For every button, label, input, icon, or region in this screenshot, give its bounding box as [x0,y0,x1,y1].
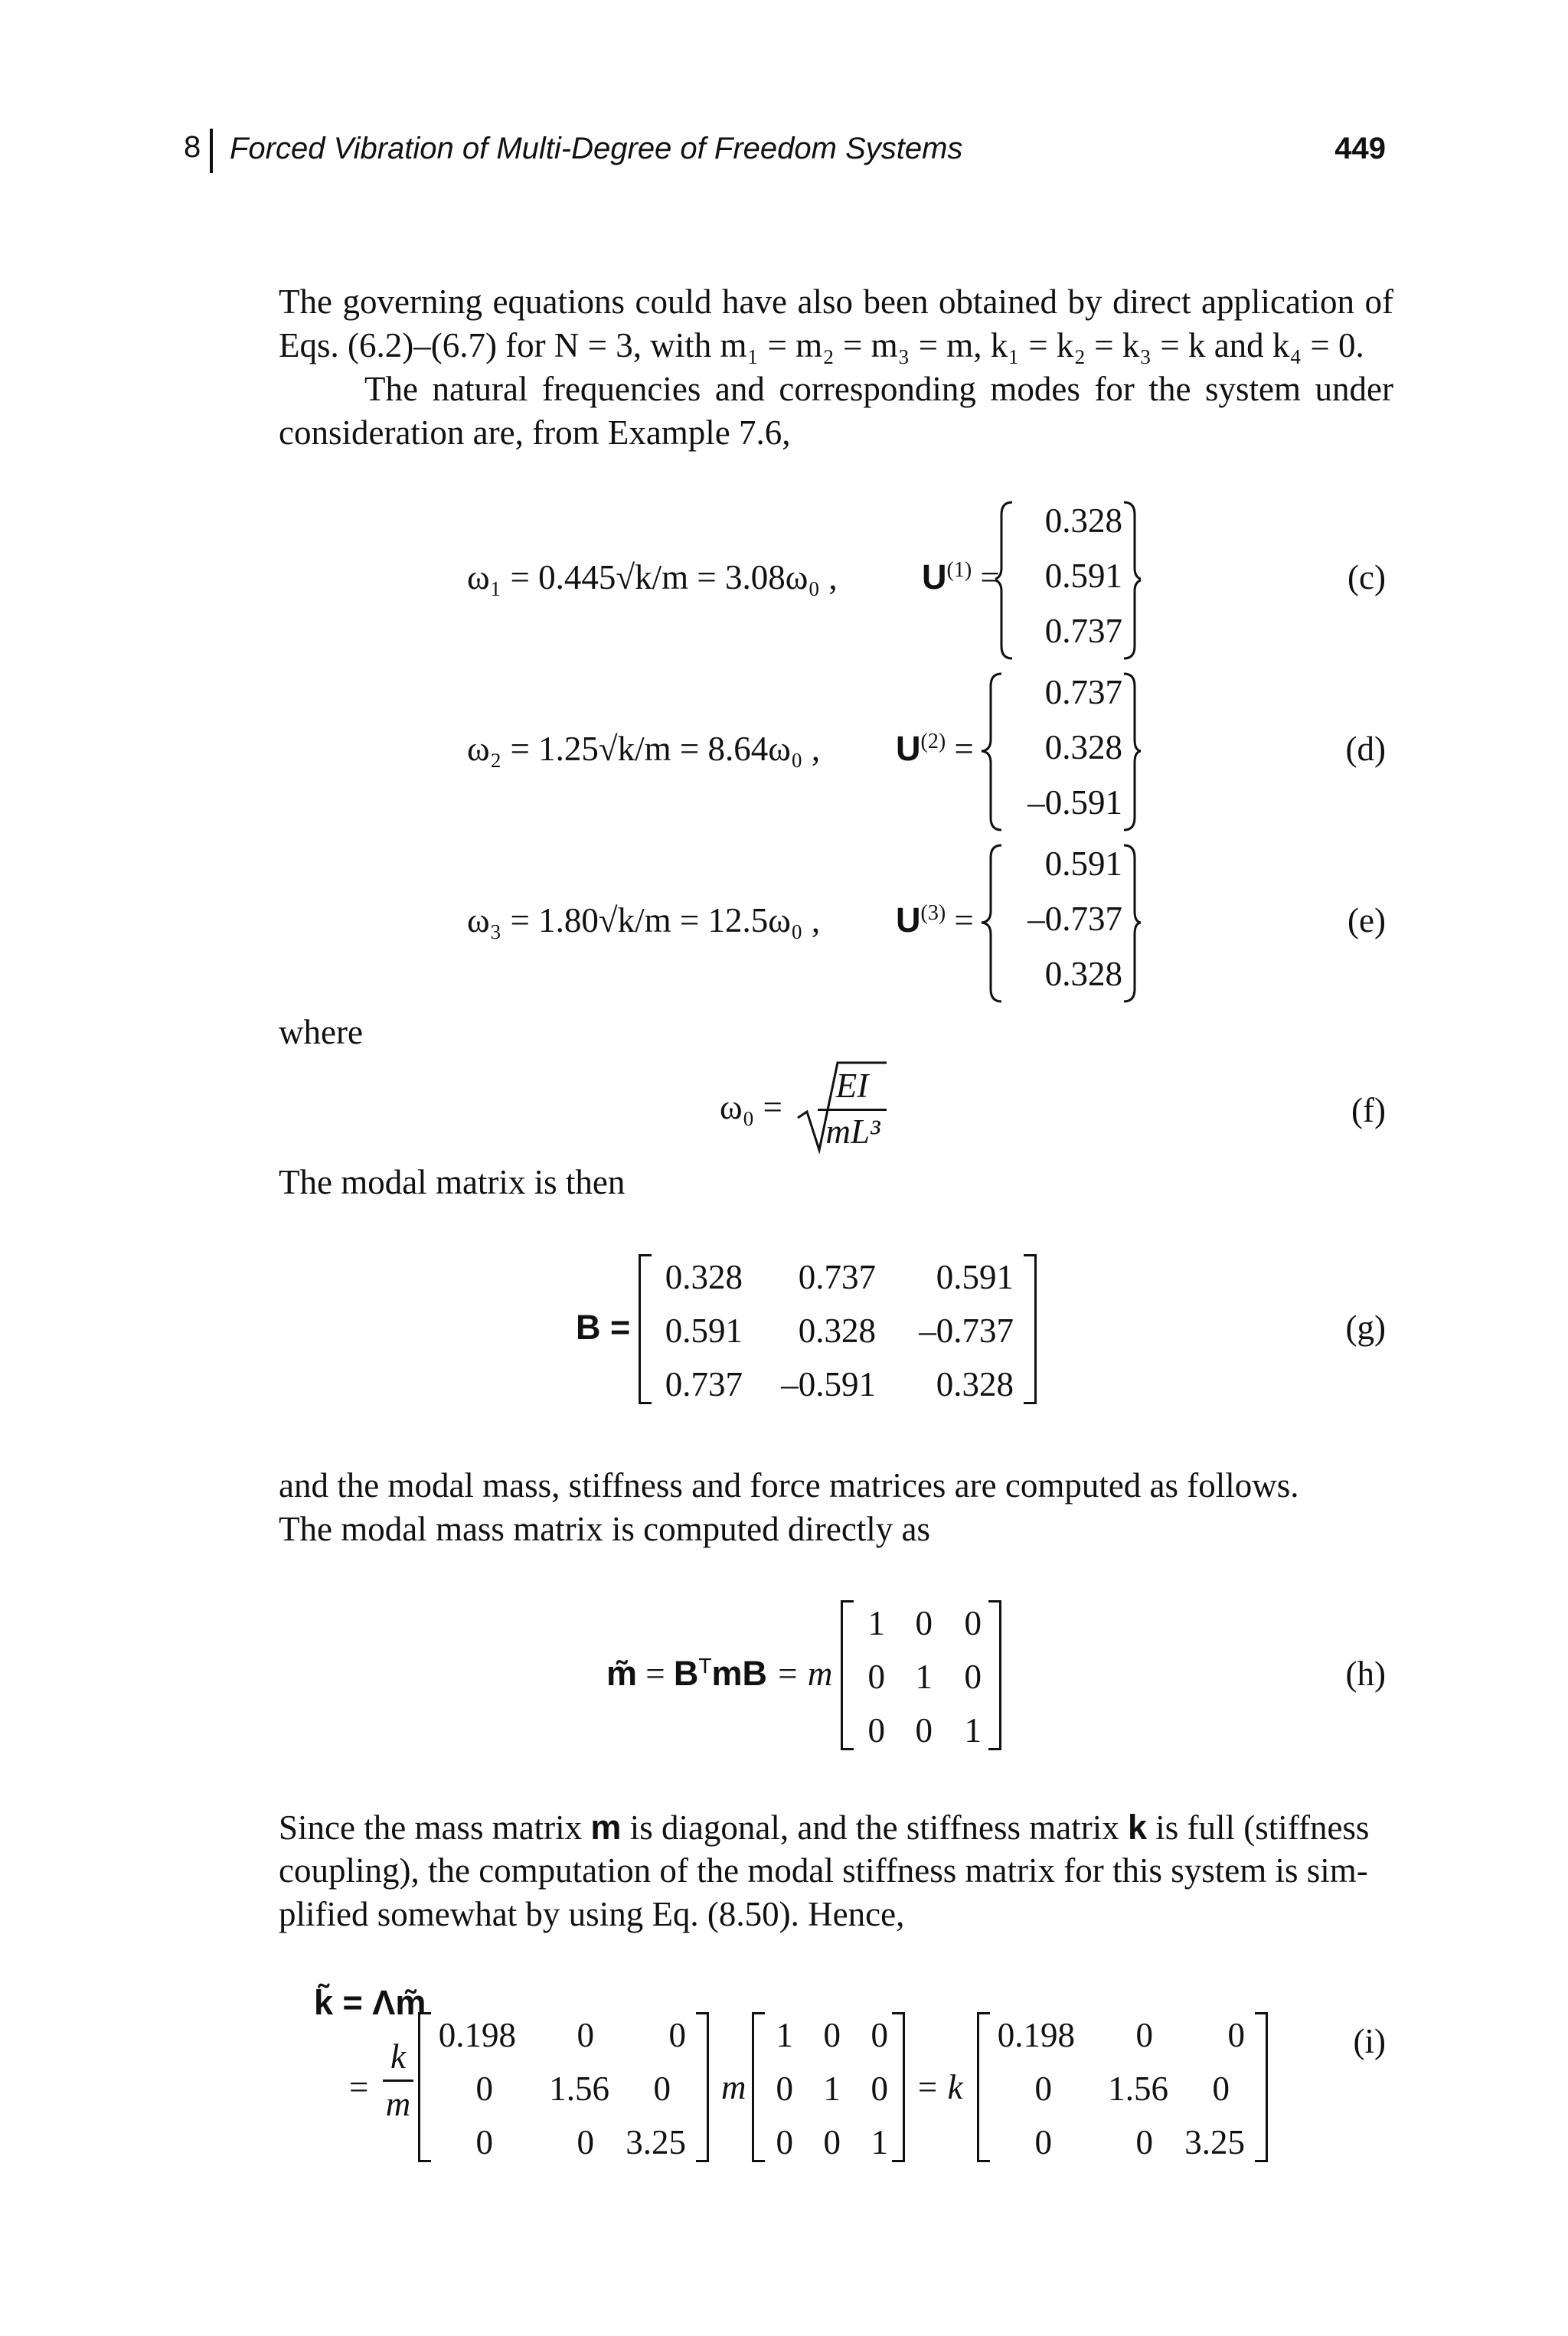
text-line: and the modal mass, stiffness and force matrices are computed as follows. [279,1466,1299,1505]
modal-matrix-intro: The modal matrix is then [279,1163,626,1201]
matrix-cell: 1 [823,2070,841,2108]
equation-number: (g) [1345,1308,1386,1347]
matrix-cell: 0 [915,1711,933,1750]
mode-vector-label: $U^{(1)}$ = [922,557,1000,596]
matrix-cell: 0 [964,1658,982,1696]
vector-value: 0.328 [1044,955,1122,993]
paragraph-3: Since the mass matrix m is diagonal, and the stiffness matrix k is full (stiffness coupling), the computation of the modal stiffness matrix for this system is sim- plified somewhat by using Eq. (8.50). Hence, [279,1805,1393,1936]
paragraph-1 [279,280,1393,455]
matrix-cell: 0 [823,2016,841,2054]
matrix-cell: 0 [871,2016,888,2054]
right-bracket [1024,1254,1037,1404]
matrix-cell: 0.591 [936,1258,1014,1296]
matrix-cell: 0 [776,2070,793,2108]
right-bracket [696,2012,709,2162]
equation-number: (e) [1348,901,1386,939]
matrix-cell: 1.56 [1108,2070,1168,2108]
vector-value: –0.591 [1027,783,1122,822]
brace-icon [978,669,1141,834]
matrix-cell: 0 [577,2123,594,2161]
matrix-cell: 0 [823,2123,841,2161]
chapter-title: Forced Vibration of Multi-Degree of Freedom Systems [230,132,963,165]
matrix-cell: 3.25 [1184,2123,1245,2161]
matrix-cell: 0 [1034,2070,1052,2108]
mode-vector-1 [995,498,1141,658]
brace-icon [978,841,1141,1005]
matrix-cell: 0 [867,1711,885,1750]
vector-value: –0.737 [1027,900,1122,938]
matrix-cell: 0 [668,2016,686,2054]
matrix-cell: 0 [867,1658,885,1696]
text-line: plified somewhat by using Eq. (8.50). Hence, [279,1895,905,1933]
text-line: The modal mass matrix is computed directly as [279,1510,931,1548]
matrix-cell: 0.328 [665,1258,743,1296]
fraction-bar [818,1109,887,1111]
fraction-numerator: EI [835,1067,869,1105]
eigenvalue-matrix [418,2012,709,2162]
matrix-cell: 0 [1034,2123,1052,2161]
vector-value: 0.591 [1044,845,1122,883]
text-line: The governing equations could have also been obtained by direct application of [279,283,1393,321]
paragraph-2 [279,1464,1393,1551]
mass-matrix-symbol: m [590,1808,622,1847]
matrix-cell: 0.198 [438,2016,516,2054]
equation-number: (h) [1345,1655,1386,1693]
omega3-equation: ω₃ = 1.80√k/m = 12.5ω₀ , [467,901,821,939]
matrix-cell: 3.25 [626,2123,686,2161]
equation-number: (d) [1345,730,1386,768]
matrix-cell: 1 [964,1711,982,1750]
mode-vector-label: $U^{(2)}$ = [896,729,974,768]
left-bracket [639,1254,652,1404]
matrix-cell: 1.56 [549,2070,609,2108]
mass-symbol: m [721,2068,746,2106]
fraction-numerator: k [390,2037,406,2076]
where-text: where [279,1013,363,1051]
matrix-cell: –0.737 [919,1312,1014,1350]
B-matrix-lhs: B = [576,1308,631,1347]
right-bracket [988,1600,1001,1750]
fraction-denominator: m [385,2085,411,2123]
text-line: Eqs. (6.2)–(6.7) for N = 3, with m₁ = m₂ = m₃ = m, k₁ = k₂ = k₃ = k and k₄ = 0. [279,326,1364,364]
matrix-cell: 0 [871,2070,888,2108]
matrix-cell: –0.591 [781,1365,876,1403]
vector-value: 0.328 [1044,502,1122,540]
equation-number: (c) [1348,558,1386,596]
matrix-cell: 0 [1212,2070,1230,2108]
matrix-cell: 0 [915,1604,933,1642]
brace-icon [995,498,1141,662]
mode-vector-3 [978,841,1141,1001]
mode-vector-2 [978,669,1141,830]
matrix-cell: 1 [867,1604,885,1642]
matrix-cell: 0.737 [665,1365,743,1403]
stiffness-matrix-symbol: k [1128,1808,1148,1847]
matrix-cell: 0 [1135,2123,1153,2161]
vector-value: 0.328 [1044,728,1122,766]
text-line: coupling), the computation of the modal stiffness matrix for this system is sim- [279,1851,1368,1890]
header-divider [210,129,213,173]
right-bracket [1255,2012,1268,2162]
matrix-cell: 0 [653,2070,671,2108]
modal-mass-lhs: m̃ = $B^TmB = m$ [606,1654,833,1693]
chapter-number: 8 [184,130,201,164]
left-bracket [977,2012,990,2162]
matrix-cell: 1 [776,2016,793,2054]
matrix-cell: 0.328 [936,1365,1014,1403]
vector-value: 0.737 [1044,612,1122,650]
vector-value: 0.591 [1044,557,1122,595]
vector-value: 0.737 [1044,673,1122,711]
matrix-cell: 0 [475,2070,493,2108]
matrix-cell: 0.328 [798,1312,876,1350]
left-bracket [418,2012,431,2162]
equals-sign: = [349,2068,369,2106]
equation-number: (f) [1351,1091,1386,1129]
fraction-denominator: mL³ [825,1112,880,1151]
matrix-cell: 0 [964,1604,982,1642]
matrix-cell: 0 [577,2016,594,2054]
identity-matrix [841,1600,1001,1750]
matrix-cell: 1 [915,1658,933,1696]
equals-k: = k [916,2068,963,2106]
matrix-cell: 0.737 [798,1258,876,1296]
right-bracket [892,2012,905,2162]
matrix-cell: 0.591 [665,1312,743,1350]
matrix-cell: 1 [871,2123,888,2161]
modal-stiffness-lhs: k̃ = Λm̃ [314,1983,426,2022]
matrix-cell: 0 [475,2123,493,2161]
equation-number: (i) [1353,2022,1386,2060]
modal-matrix-B [639,1254,1037,1404]
matrix-cell: 0 [776,2123,793,2161]
matrix-cell: 0.198 [997,2016,1075,2054]
matrix-cell: 0 [1135,2016,1153,2054]
mode-vector-label: $U^{(3)}$ = [896,900,974,939]
text-line: consideration are, from Example 7.6, [279,413,791,452]
identity-matrix [752,2012,905,2162]
fraction-bar [383,2080,413,2082]
page-number: 449 [1334,132,1386,165]
text-line: The natural frequencies and corresponding modes for the system under [364,370,1393,408]
modal-stiffness-matrix [977,2012,1268,2162]
omega2-equation: ω₂ = 1.25√k/m = 8.64ω₀ , [467,730,821,768]
omega1-equation: ω₁ = 0.445√k/m = 3.08ω₀ , [467,558,838,596]
matrix-cell: 0 [1227,2016,1245,2054]
omega0-lhs: ω₀ = [720,1088,782,1126]
left-bracket [841,1600,854,1750]
